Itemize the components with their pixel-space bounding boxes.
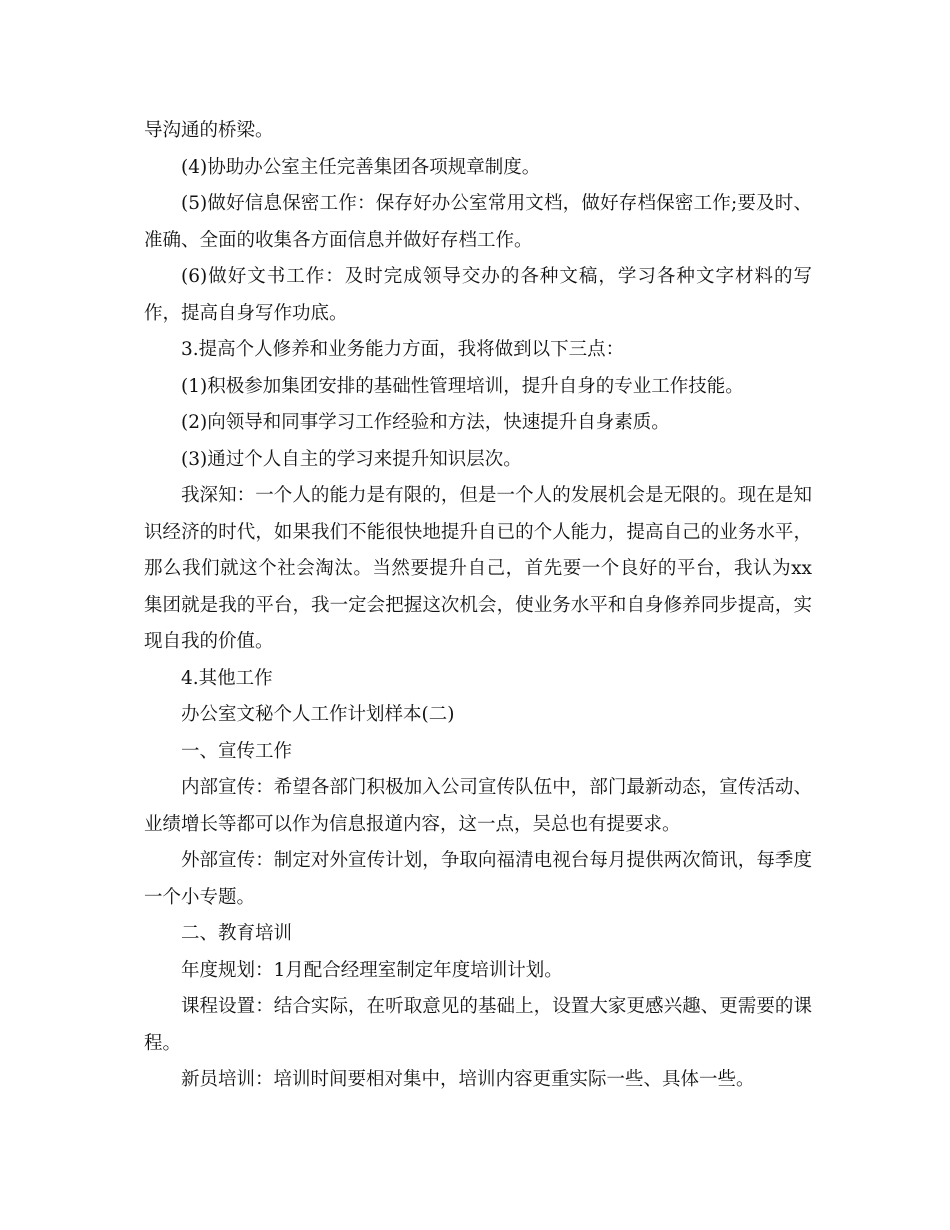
paragraph-reflection: 我深知：一个人的能力是有限的，但是一个人的发展机会是无限的。现在是知识经济的时代，如果我们不能很快地提升自已的个人能力，提高自己的业务水平，那么我们就这个社会淘汰。当然要提升自己，首先要一个良好的平台，我认为xx集团就是我的平台，我一定会把握这次机会，使业务水平和自身修养同步提高，实现自我的价值。: [144, 485, 812, 652]
paragraph-item-6: (6)做好文书工作：及时完成领导交办的各种文稿，学习各种文字材料的写作，提高自身写作功底。: [144, 266, 812, 324]
paragraph-point-2: (2)向领导和同事学习工作经验和方法，快速提升自身素质。: [181, 412, 670, 433]
paragraph-item-4: (4)协助办公室主任完善集团各项规章制度。: [181, 156, 541, 178]
paragraph-section-3: 3.提高个人修养和业务能力方面，我将做到以下三点：: [181, 339, 625, 360]
document-page: [144, 113, 812, 1099]
paragraph-point-1: (1)积极参加集团安排的基础性管理培训，提升自身的专业工作技能。: [181, 375, 744, 397]
paragraph-external-publicity: 外部宣传：制定对外宣传计划，争取向福清电视台每月提供两次简讯，每季度一个小专题。: [144, 850, 812, 908]
heading-publicity: 一、宣传工作: [181, 740, 293, 762]
paragraph-continuation: 导沟通的桥梁。: [144, 120, 274, 141]
paragraph-internal-publicity: 内部宣传：希望各部门积极加入公司宣传队伍中，部门最新动态，宣传活动、业绩增长等都可以作为信息报道内容，这一点，吴总也有提要求。: [144, 777, 812, 835]
paragraph-item-5: (5)做好信息保密工作：保存好办公室常用文档，做好存档保密工作;要及时、准确、全面的收集各方面信息并做好存档工作。: [144, 193, 812, 251]
document-title-sample-2: 办公室文秘个人工作计划样本(二): [181, 704, 455, 725]
paragraph-new-staff-training: 新员培训：培训时间要相对集中，培训内容更重实际一些、具体一些。: [181, 1069, 755, 1090]
paragraph-course-setup: 课程设置：结合实际，在听取意见的基础上，设置大家更感兴趣、更需要的课程。: [144, 996, 812, 1054]
paragraph-point-3: (3)通过个人自主的学习来提升知识层次。: [181, 448, 522, 470]
heading-education-training: 二、教育培训: [181, 923, 293, 944]
paragraph-annual-plan: 年度规划：1月配合经理室制定年度培训计划。: [181, 959, 563, 981]
paragraph-section-4: 4.其他工作: [181, 667, 273, 689]
